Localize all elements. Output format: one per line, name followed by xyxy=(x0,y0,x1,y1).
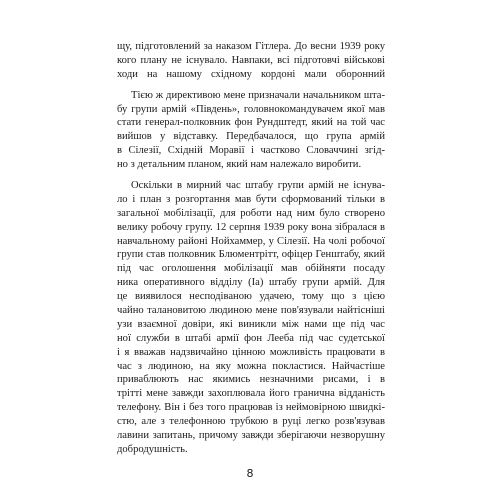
text-line: телефону. Він і без того працював із неймовірною швидкі- xyxy=(117,402,385,414)
text-line: стати генерал-полковник фон Рундштедт, який на той час xyxy=(117,117,385,129)
text-line: загальної мобілізації, для роботи над ним було створено xyxy=(117,207,385,219)
paragraph-2 xyxy=(117,89,385,172)
text-line: ло і план з розгортання мав бути сформований тільки в xyxy=(117,193,385,205)
text-line: ної служби в штабі армії фон Лееба під час судетської xyxy=(117,332,385,344)
text-line: трітті мене завжди захоплювала його гранична відданість xyxy=(117,388,385,400)
paragraph-gap xyxy=(117,82,385,89)
text-line: групи став полковник Блюментрітт, офіцер Генштабу, який xyxy=(117,249,385,261)
text-line: ника оперативного відділу (Іа) штабу групи армій. Для xyxy=(117,277,385,289)
text-line: бу групи армій «Південь», головнокомандувачем якої мав xyxy=(117,103,385,115)
text-line: велику робочу групу. 12 серпня 1939 року вона зібралася в xyxy=(117,221,385,233)
text-line: чайно талановитою людиною мене пов'язували найтісніші xyxy=(117,305,385,317)
paragraph-3 xyxy=(117,179,385,457)
page-number: 8 xyxy=(246,467,254,480)
text-line: но з детальним планом, який нам належало виробити. xyxy=(117,159,362,171)
text-line: приваблюють нас якимись незначними рисами, і в xyxy=(117,374,385,386)
text-line: Оскільки в мирний час штабу групи армій не існува- xyxy=(131,180,385,192)
text-line: щу, підготовлений за наказом Гітлера. До весни 1939 року xyxy=(117,41,385,52)
text-line: кого плану не існувало. Навпаки, всі підготовчі військові xyxy=(117,54,385,66)
text-line: вийшов у відставку. Передбачалося, що група армій xyxy=(117,131,385,143)
text-line: це виявилося несподіваною удачею, тому що з цією xyxy=(117,291,385,303)
paragraph-gap xyxy=(117,172,385,179)
text-line: добродушність. xyxy=(117,443,188,455)
text-line: в Сілезії, Східній Моравії і частково Словаччині згід- xyxy=(117,145,385,157)
text-line: Тією ж директивою мене призначали начальником шта- xyxy=(131,89,385,101)
text-line: узи взаємної довіри, які виникли між нами ще під час xyxy=(117,318,385,330)
text-line: час з людиною, на яку можна покластися. Найчастіше xyxy=(117,360,385,372)
text-line: навчальному районі Нойхаммер, у Сілезії. На чолі робочої xyxy=(117,235,385,247)
text-line: стю, але з телефонною трубкою в руці легко розв'язував xyxy=(117,416,385,428)
text-line: ходи на нашому східному кордоні мали оборонний xyxy=(117,68,385,80)
text-line: і я вважав надзвичайно цінною можливість працювати в xyxy=(117,346,385,358)
body-text xyxy=(117,40,385,457)
text-line: під час оголошення мобілізації мав обійняти посаду xyxy=(117,263,385,275)
text-line: лавини запитань, причому завжди зберігаючи незворушну xyxy=(117,430,385,442)
paragraph-1 xyxy=(117,40,385,82)
